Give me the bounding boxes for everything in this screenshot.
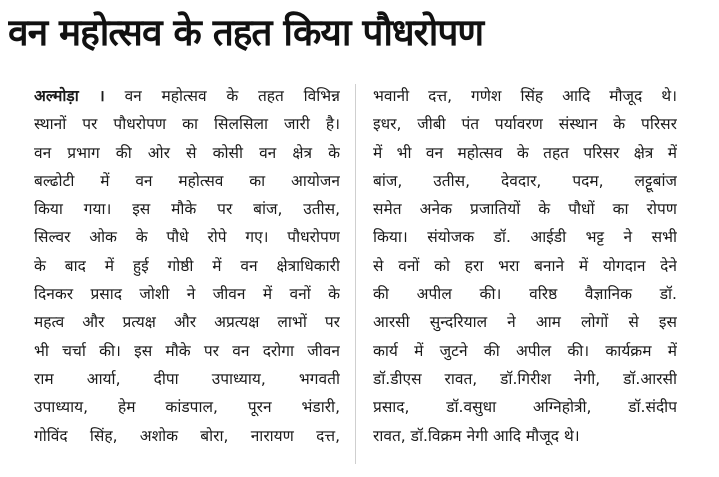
article-line: में भी वन महोत्सव के तहत परिसर क्षेत्र में	[373, 143, 677, 162]
article-line: स्थानों पर पौधरोपण का सिलसिला जारी है।	[34, 115, 340, 134]
article-line: दिनकर प्रसाद जोशी ने जीवन में वनों के	[34, 285, 340, 304]
article-line: बल्ढोटी में वन महोत्सव का आयोजन	[34, 171, 340, 190]
article-line: डॉ.डीएस रावत, डॉ.गिरीश नेगी, डॉ.आरसी	[373, 369, 677, 388]
article-line: की अपील की। वरिष्ठ वैज्ञानिक डॉ.	[373, 285, 677, 304]
article-line: भी चर्चा की। इस मौके पर वन दरोगा जीवन	[34, 341, 340, 360]
article-line: बांज, उतीस, देवदार, पदम, लट्टूबांज	[373, 171, 677, 190]
article-line: महत्व और प्रत्यक्ष और अप्रत्यक्ष लाभों पर	[34, 313, 340, 332]
article-line: समेत अनेक प्रजातियों के पौधों का रोपण	[373, 200, 677, 219]
article-line: भवानी दत्त, गणेश सिंह आदि मौजूद थे।	[373, 87, 677, 105]
article-line: सिल्वर ओक के पौधे रोपे गए। पौधरोपण	[34, 228, 340, 247]
article-line: कार्य में जुटने की अपील की। कार्यक्रम में	[373, 341, 677, 360]
article-column-left	[34, 82, 340, 450]
article-line: राम आर्या, दीपा उपाध्याय, भगवती	[34, 369, 340, 388]
article-line-text: वन महोत्सव के तहत विभिन्न	[124, 87, 340, 105]
article-line: किया। संयोजक डॉ. आईडी भट्ट ने सभी	[373, 228, 677, 247]
column-divider	[355, 84, 356, 464]
article-line: आरसी सुन्दरियाल ने आम लोगों से इस	[373, 313, 677, 332]
article-line: रावत, डॉ.विक्रम नेगी आदि मौजूद थे।	[373, 426, 580, 445]
article-line	[34, 82, 340, 110]
article-line: प्रसाद, डॉ.वसुधा अग्निहोत्री, डॉ.संदीप	[373, 398, 677, 417]
article-line: के बाद में हुई गोष्ठी में वन क्षेत्राधिकारी	[34, 256, 340, 275]
article-line: इधर, जीबी पंत पर्यावरण संस्थान के परिसर	[373, 115, 677, 134]
article-line: से वनों को हरा भरा बनाने में योगदान देने	[373, 256, 677, 275]
dateline: अल्मोड़ा ।	[34, 87, 105, 105]
article-line: गोविंद सिंह, अशोक बोरा, नारायण दत्त,	[34, 426, 340, 445]
headline: वन महोत्सव के तहत किया पौधरोपण	[8, 11, 484, 54]
article-line: वन प्रभाग की ओर से कोसी वन क्षेत्र के	[34, 143, 340, 162]
article-line: उपाध्याय, हेम कांडपाल, पूरन भंडारी,	[34, 398, 340, 417]
article-line: किया गया। इस मौके पर बांज, उतीस,	[34, 200, 340, 219]
article-column-right	[373, 82, 677, 450]
